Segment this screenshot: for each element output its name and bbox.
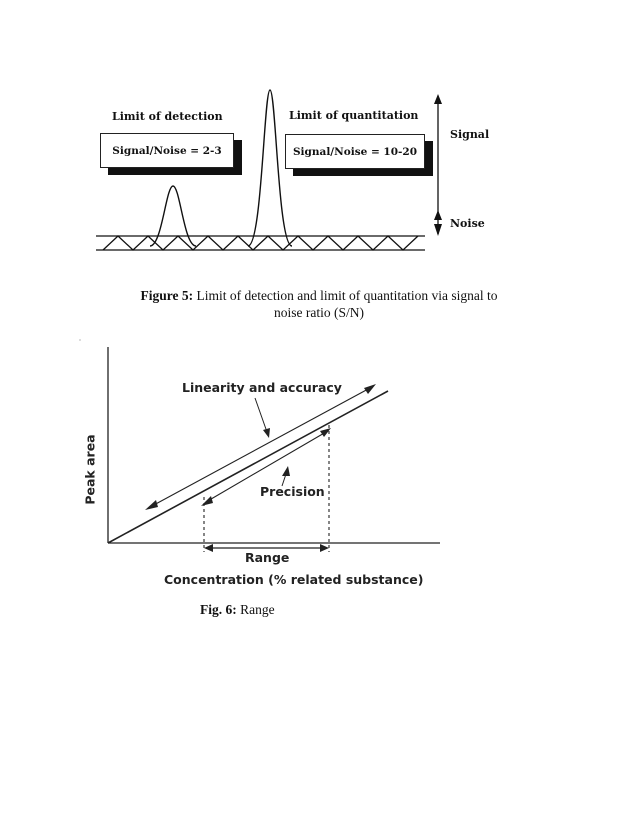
figure-5-caption-label: Figure 5: [140, 288, 194, 303]
range-arrow-head-right [320, 544, 329, 552]
figure-6-caption [200, 601, 332, 618]
precision-label: Precision [260, 484, 325, 499]
figure-5-caption-line-2: noise ratio (S/N) [274, 305, 364, 320]
range-arrow-head-left [204, 544, 213, 552]
linearity-arrow-head-left [145, 500, 158, 510]
range-label: Range [245, 550, 290, 565]
linearity-pointer-head [263, 428, 270, 438]
calibration-line [108, 391, 388, 543]
figure-6-caption-text: Range [236, 602, 275, 617]
signal-label: Signal [450, 128, 490, 141]
loq-ratio-label: Signal/Noise = 10-20 [285, 134, 425, 169]
y-axis-label: Peak area [82, 434, 98, 505]
noise-label: Noise [450, 217, 485, 230]
linearity-pointer [255, 398, 267, 432]
precision-pointer-head [282, 466, 290, 476]
figure-6-caption-label: Fig. 6: [200, 602, 237, 617]
loq-title: Limit of quantitation [289, 109, 419, 122]
linearity-arrow-head-right [364, 384, 376, 394]
precision-arrow-head-left [201, 496, 213, 506]
lod-title: Limit of detection [112, 110, 223, 123]
lod-ratio-label: Signal/Noise = 2-3 [100, 133, 234, 168]
x-axis-label: Concentration (% related substance) [164, 572, 424, 587]
figure-5-caption-text: Limit of detection and limit of quantitation via signal to [193, 288, 498, 303]
linearity-label: Linearity and accuracy [182, 380, 342, 395]
